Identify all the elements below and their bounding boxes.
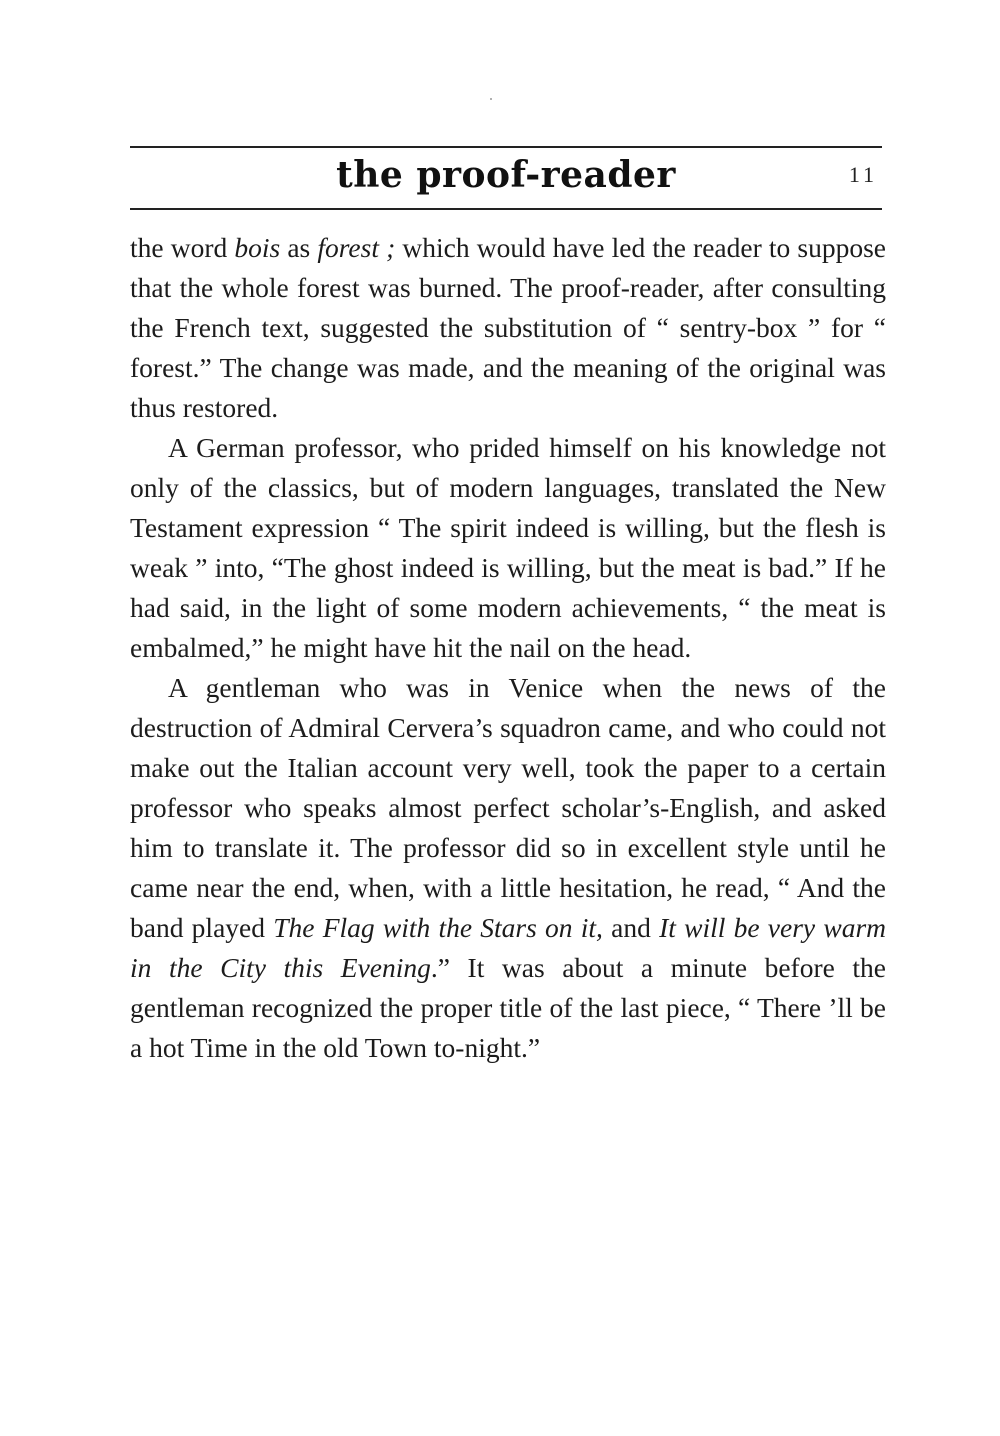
italic-segment: The Flag with the Stars on it, [273, 912, 603, 943]
italic-segment: It will be very warm in the City this Evening [130, 912, 887, 983]
header-rule-bottom [130, 208, 882, 210]
text-segment: the word [130, 232, 235, 263]
paper-speck [490, 98, 492, 100]
text-segment: and [602, 912, 660, 943]
header-rule-top [130, 146, 882, 148]
paragraph-1 [130, 228, 886, 428]
text-segment: .” It was about a minute before the gentleman recognized the proper title of the last piece, “ There ’ll be a hot Time in the old Town to-night.” [130, 952, 886, 1063]
running-head [130, 150, 882, 206]
paragraph-2 [130, 428, 886, 668]
text-segment: which would have led the reader to suppose that the whole forest was burned. The proof-reader, after consulting the French text, suggested the substitution of “ sentry-box ” for “ forest.” The change was made, and the meaning of the original was thus restored. [130, 232, 886, 423]
body-text [130, 228, 886, 1068]
text-segment: A gentleman who was in Venice when the news of the destruction of Admiral Cervera’s squadron came, and who could not make out the Italian account very well, took the paper to a certain professor who speaks almost perfect scholar’s-English, and asked him to translate it. The professor did so in excellent style until he came near the end, when, with a little hesitation, he read, “ And the band played [130, 672, 886, 943]
page-number: 11 [848, 162, 878, 187]
paragraph-3 [130, 668, 886, 1068]
text-segment: as [280, 232, 318, 263]
text-segment: A German professor, who prided himself on his knowledge not only of the classics, but of modern languages, translated the New Testament expression “ The spirit indeed is willing, but the flesh is weak ” into, “The ghost indeed is willing, but the meat is bad.” If he had said, in the light of some modern achievements, “ the meat is embalmed,” he might have hit the nail on the head. [130, 432, 886, 663]
book-page [130, 0, 886, 1436]
italic-segment: bois [234, 232, 281, 263]
italic-segment: forest ; [317, 232, 396, 263]
running-title: the proof-reader [336, 154, 676, 196]
